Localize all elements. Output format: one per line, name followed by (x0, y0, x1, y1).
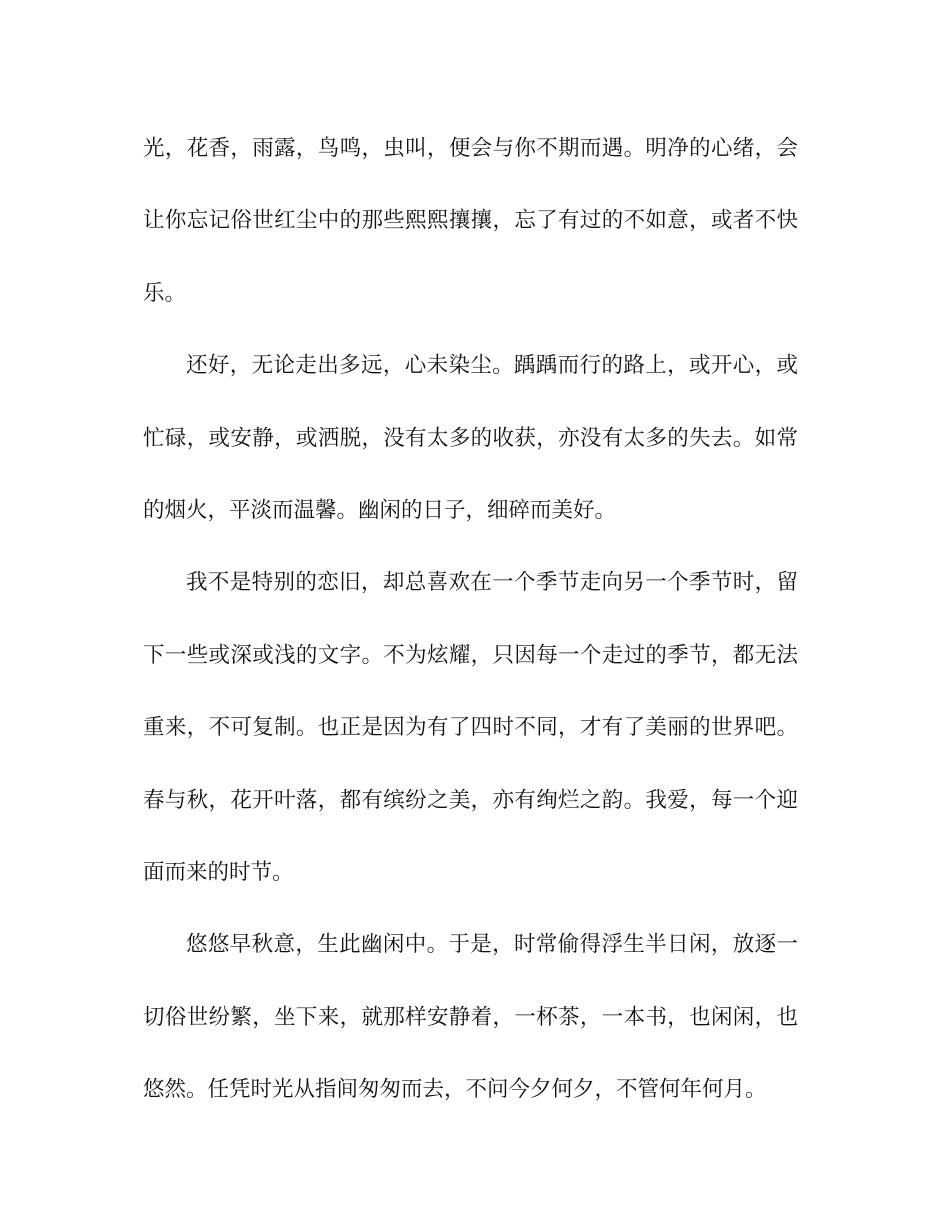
paragraph-start-line: 还好，无论走出多远，心未染尘。踽踽而行的路上，或开心，或 (186, 353, 798, 379)
text-line: 下一些或深或浅的文字。不为炫耀，只因每一个走过的季节，都无法 (143, 642, 798, 668)
text-line: 切俗世纷繁，坐下来，就那样安静着，一杯茶，一本书，也闲闲，也 (143, 1004, 798, 1030)
text-line: 忙碌，或安静，或洒脱，没有太多的收获，亦没有太多的失去。如常 (143, 425, 798, 451)
paragraph-start-line: 悠悠早秋意，生此幽闲中。于是，时常偷得浮生半日闲，放逐一 (186, 932, 798, 958)
text-line: 悠然。任凭时光从指间匆匆而去，不问今夕何夕，不管何年何月。 (143, 1077, 767, 1103)
body-text (143, 113, 798, 1126)
paragraph-start-line: 我不是特别的恋旧，却总喜欢在一个季节走向另一个季节时，留 (186, 570, 798, 596)
text-line: 让你忘记俗世红尘中的那些熙熙攘攘，忘了有过的不如意，或者不快 (143, 208, 798, 234)
text-line: 面而来的时节。 (143, 859, 294, 885)
text-line: 重来，不可复制。也正是因为有了四时不同，才有了美丽的世界吧。 (143, 715, 798, 741)
text-line: 春与秋，花开叶落，都有缤纷之美，亦有绚烂之韵。我爱，每一个迎 (143, 787, 798, 813)
text-line: 的烟火，平淡而温馨。幽闲的日子，细碎而美好。 (143, 497, 617, 523)
text-line: 光，花香，雨露，鸟鸣，虫叫，便会与你不期而遇。明净的心绪，会 (143, 136, 798, 161)
text-line: 乐。 (143, 280, 187, 306)
